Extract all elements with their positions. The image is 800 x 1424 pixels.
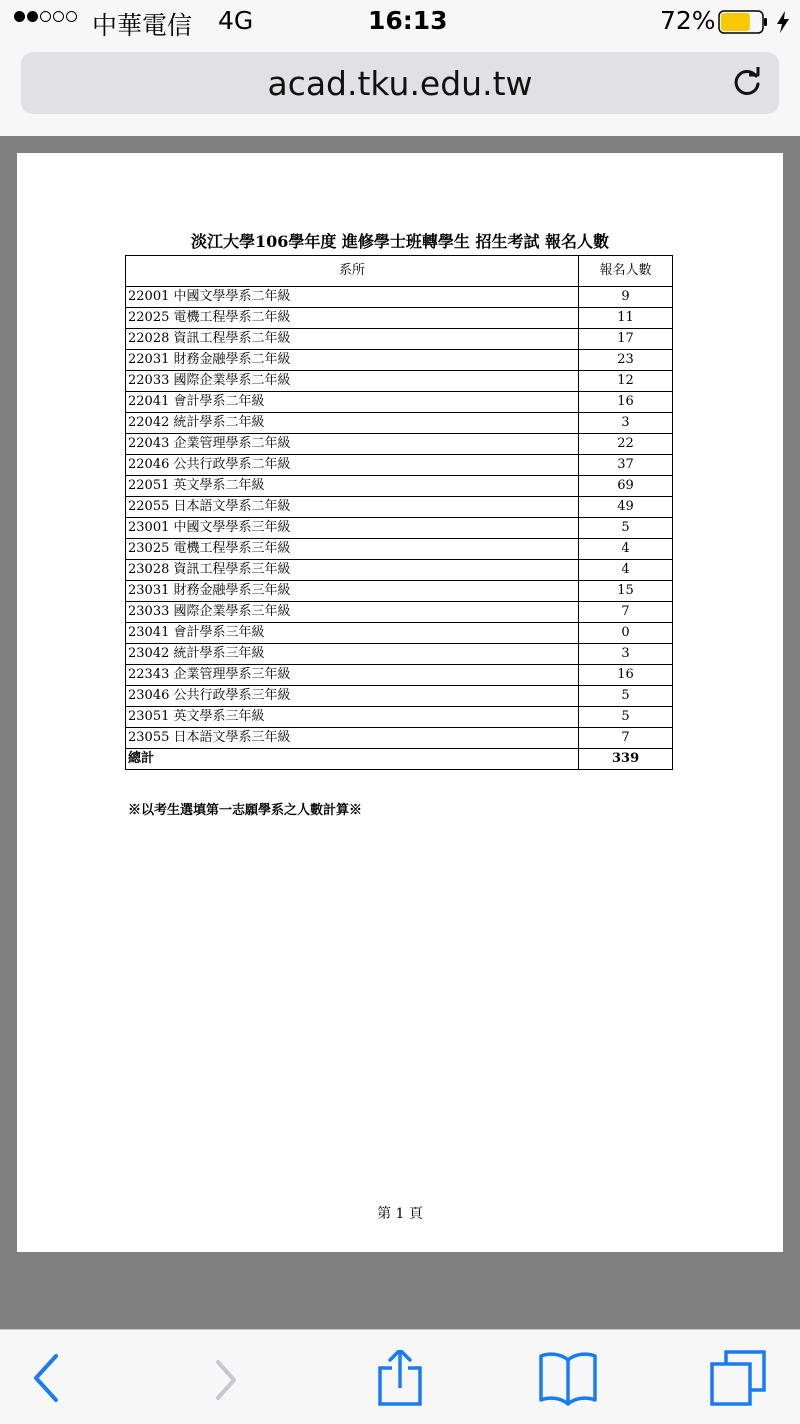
table-row <box>126 623 673 644</box>
address-bar[interactable] <box>21 52 779 114</box>
count-cell: 3 <box>579 413 673 434</box>
count-cell: 11 <box>579 308 673 329</box>
table-row <box>126 581 673 602</box>
department-cell: 23051 英文學系三年級 <box>126 707 579 728</box>
count-cell: 7 <box>579 602 673 623</box>
count-cell: 4 <box>579 560 673 581</box>
department-cell: 22025 電機工程學系二年級 <box>126 308 579 329</box>
battery-icon <box>718 10 770 34</box>
table-row <box>126 560 673 581</box>
share-icon[interactable] <box>370 1350 430 1406</box>
network-type: 4G <box>218 6 254 35</box>
table-row <box>126 413 673 434</box>
department-cell: 22343 企業管理學系三年級 <box>126 665 579 686</box>
browser-nav-bar <box>0 44 800 136</box>
table-row <box>126 371 673 392</box>
bookmarks-icon[interactable] <box>538 1350 598 1406</box>
document-title: 淡江大學106學年度 進修學士班轉學生 招生考試 報名人數 <box>190 232 610 251</box>
signal-dot <box>40 11 51 22</box>
count-cell: 49 <box>579 497 673 518</box>
count-cell: 4 <box>579 539 673 560</box>
total-label: 總計 <box>126 749 579 770</box>
header-department: 系所 <box>126 256 579 287</box>
count-cell: 22 <box>579 434 673 455</box>
count-cell: 5 <box>579 518 673 539</box>
table-row <box>126 392 673 413</box>
browser-toolbar <box>0 1329 800 1424</box>
department-cell: 23042 統計學系三年級 <box>126 644 579 665</box>
signal-dot <box>53 11 64 22</box>
department-cell: 23031 財務金融學系三年級 <box>126 581 579 602</box>
table-row <box>126 350 673 371</box>
table-row <box>126 434 673 455</box>
department-cell: 23001 中國文學學系三年級 <box>126 518 579 539</box>
count-cell: 0 <box>579 623 673 644</box>
count-cell: 12 <box>579 371 673 392</box>
page-number: 第 1 頁 <box>377 1206 423 1222</box>
count-cell: 16 <box>579 392 673 413</box>
count-cell: 16 <box>579 665 673 686</box>
table-header-row <box>126 256 673 287</box>
table-row <box>126 686 673 707</box>
department-cell: 22043 企業管理學系二年級 <box>126 434 579 455</box>
carrier-name: 中華電信 <box>92 11 193 40</box>
department-cell: 22046 公共行政學系二年級 <box>126 455 579 476</box>
pdf-viewer[interactable] <box>0 136 800 1329</box>
table-row <box>126 497 673 518</box>
table-row <box>126 287 673 308</box>
charging-icon <box>776 11 790 33</box>
signal-dot <box>66 11 77 22</box>
count-cell: 7 <box>579 728 673 749</box>
total-row <box>126 749 673 770</box>
count-cell: 69 <box>579 476 673 497</box>
pdf-page <box>17 153 783 1252</box>
url-text: acad.tku.edu.tw <box>267 64 533 103</box>
department-cell: 23025 電機工程學系三年級 <box>126 539 579 560</box>
department-cell: 22042 統計學系二年級 <box>126 413 579 434</box>
count-cell: 15 <box>579 581 673 602</box>
department-cell: 22001 中國文學學系二年級 <box>126 287 579 308</box>
count-cell: 37 <box>579 455 673 476</box>
reload-icon[interactable] <box>729 64 765 100</box>
status-bar <box>0 0 800 44</box>
department-cell: 22041 會計學系二年級 <box>126 392 579 413</box>
clock: 16:13 <box>368 6 448 35</box>
count-cell: 23 <box>579 350 673 371</box>
department-cell: 23055 日本語文學系三年級 <box>126 728 579 749</box>
department-cell: 23041 會計學系三年級 <box>126 623 579 644</box>
table-row <box>126 518 673 539</box>
header-count: 報名人數 <box>579 256 673 287</box>
count-cell: 5 <box>579 686 673 707</box>
table-row <box>126 476 673 497</box>
department-cell: 22028 資訊工程學系二年級 <box>126 329 579 350</box>
back-icon[interactable] <box>20 1350 80 1406</box>
count-cell: 9 <box>579 287 673 308</box>
count-cell: 3 <box>579 644 673 665</box>
signal-dot <box>14 11 25 22</box>
count-cell: 5 <box>579 707 673 728</box>
table-row <box>126 707 673 728</box>
table-row <box>126 644 673 665</box>
department-cell: 22031 財務金融學系二年級 <box>126 350 579 371</box>
department-cell: 22051 英文學系二年級 <box>126 476 579 497</box>
department-cell: 23033 國際企業學系三年級 <box>126 602 579 623</box>
forward-icon <box>196 1350 256 1406</box>
footnote: ※以考生選填第一志願學系之人數計算※ <box>128 803 363 818</box>
department-cell: 22055 日本語文學系二年級 <box>126 497 579 518</box>
signal-dot <box>27 11 38 22</box>
table-row <box>126 602 673 623</box>
enrollment-table <box>125 255 673 770</box>
table-row <box>126 308 673 329</box>
department-cell: 23046 公共行政學系三年級 <box>126 686 579 707</box>
department-cell: 23028 資訊工程學系三年級 <box>126 560 579 581</box>
table-row <box>126 329 673 350</box>
department-cell: 22033 國際企業學系二年級 <box>126 371 579 392</box>
total-count: 339 <box>579 749 673 770</box>
signal-strength-icon <box>14 11 77 22</box>
table-row <box>126 455 673 476</box>
tabs-icon[interactable] <box>708 1350 768 1406</box>
table-row <box>126 665 673 686</box>
battery-percent: 72% <box>660 6 716 35</box>
table-row <box>126 728 673 749</box>
count-cell: 17 <box>579 329 673 350</box>
table-row <box>126 539 673 560</box>
